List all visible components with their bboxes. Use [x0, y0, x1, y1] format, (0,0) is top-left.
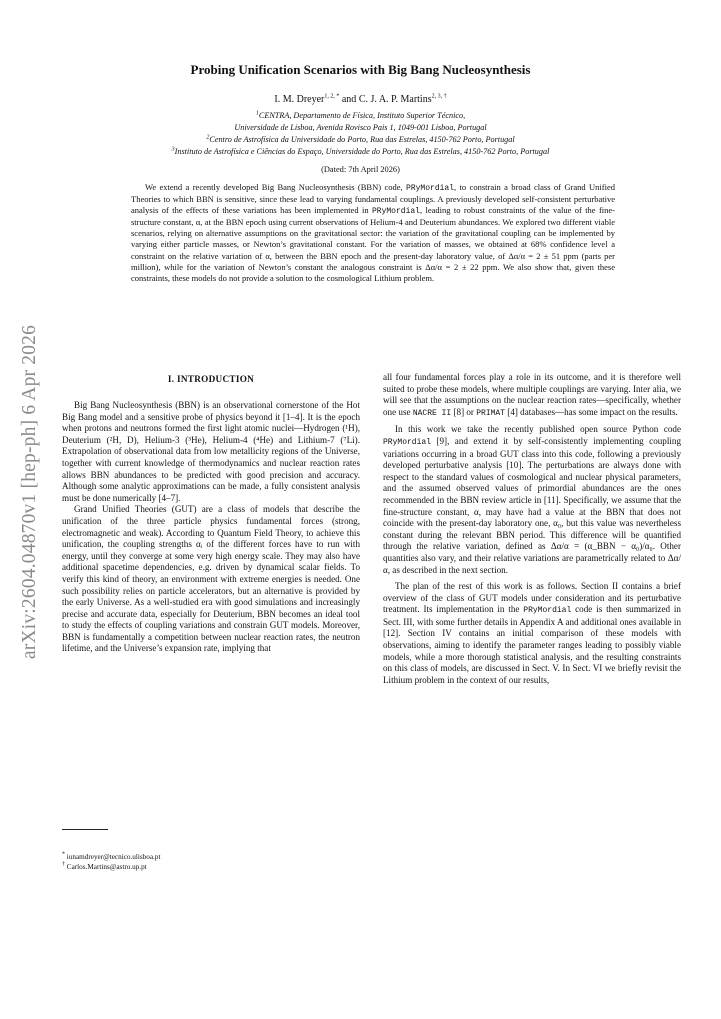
author-line: [0, 94, 721, 105]
code-nacre: NACRE II: [412, 408, 452, 418]
affiliation-3: $^3$Instituto de Astrofísica e Ciências do Espaço, Universidade do Porto, Rua das Estrelas, 4150-762 Porto, Portugal: [171, 146, 550, 156]
affiliation-2: $^2$Centro de Astrofísica da Universidade do Porto, Rua das Estrelas, 4150-762 Porto, Portugal: [206, 134, 515, 144]
paper-title: Probing Unification Scenarios with Big Bang Nucleosynthesis: [190, 62, 531, 77]
footnote-rule: [62, 829, 108, 830]
intro-paragraph-3: all four fundamental forces play a role in its outcome, and it is therefore well suited to probe these models, where multiple couplings are varying. Inter alia, we will see that the assumptions on the nuclear reaction rates—specifically, whether one use NACRE II [8] or PRIMAT [4] databases—has some impact on the results.: [383, 372, 681, 418]
email-link[interactable]: iunamdreyer@tecnico.ulisboa.pt: [66, 853, 161, 861]
author-1: I. M. Dreyer: [274, 94, 325, 105]
intro-paragraph-1: Big Bang Nucleosynthesis (BBN) is an observational cornerstone of the Hot Big Bang model and a sensitive probe of physics beyond it [1–4]. It is the epoch when protons and neutrons formed the first light atomic nuclei—Hydrogen (¹H), Deuterium (²H, D), Helium-3 (³He), Helium-4 (⁴He) and Lithium-7 (⁷Li). Extrapolation of observational data from low metallicity regions of the Universe, together with current knowledge of thermodynamics and nuclear reaction rates allows BBN abundances to be predicted with good precision and accuracy. Although some analytic approximations can be made, a fully consistent analysis must be done numerically [4–7].: [62, 400, 360, 503]
author-1-marks: 1, 2, *: [324, 93, 340, 100]
code-prymordial: PRyMordial: [406, 184, 455, 193]
author-conjunction: and: [341, 94, 357, 105]
date-line: (Dated: 7th April 2026): [321, 165, 400, 174]
footnote-1: * iunamdreyer@tecnico.ulisboa.pt: [62, 851, 161, 861]
author-2: C. J. A. P. Martins: [358, 94, 432, 105]
intro-paragraph-5: The plan of the rest of this work is as follows. Section II contains a brief overview of the class of GUT models under consideration and its perturbative treatment. Its implementation in the PRyMordial code is then summarized in Sect. III, with some further details in Appendix A and additional ones available in [12]. Section IV contains an initial comparison of these models with observations, aiming to identify the parameter ranges leading to possibly viable models, while a more thorough statistical analysis, and the resulting constraints on this class of models, are discussed in Sect. V. In Sect. VI we briefly revisit the Lithium problem in the context of our results,: [383, 581, 681, 685]
affiliation-1: $^1$CENTRA, Departamento de Física, Instituto Superior Técnico,: [255, 110, 466, 120]
code-prymordial: PRyMordial: [383, 437, 432, 447]
intro-paragraph-2: Grand Unified Theories (GUT) are a class of models that describe the unification of the three particle physics fundamental forces (strong, electromagnetic and weak). According to Quantum Field Theory, to achieve this unification, the coupling strengths αᵢ of the different forces have to run with energy, until they converge at some very high energy scale. They may also have additional spacetime dependencies, e.g. driven by dynamical scalar fields. To verify this kind of theory, an environment with extreme energies is needed. One such possibility relies on particle accelerators, but an alternative is provided by the early Universe. As a well-studied era with good simulations and increasingly precise and accurate data, especially for Deuterium, BBN becomes an ideal tool to study the effects of coupling variations and constrain GUT models. Moreover, BBN is fundamentally a competition between nuclear reaction rates, the neutron lifetime, and the Universe’s expansion rate, implying that: [62, 504, 360, 654]
arxiv-sidebar-stamp: arXiv:2604.04870v1 [hep-ph] 6 Apr 2026: [19, 324, 40, 660]
code-prymordial: PRyMordial: [523, 606, 572, 616]
abstract: We extend a recently developed Big Bang Nucleosynthesis (BBN) code, PRyMordial, to constrain a broad class of Grand Unified Theories to which BBN is sensitive, since these lead to varying fundamental couplings. A previously developed self-consistent perturbative analysis of the effects of these variations has been implemented in PRyMordial, leading to robust constraints of the value of the fine-structure constant, α, at the BBN epoch using current observations of Helium-4 and Deuterium abundances. We explored two different viable scenarios, relying on alternative assumptions on the gravitational sector: the variation of the gravitational coupling can be implemented by varying either particle masses, or Newton’s gravitational constant. For the variation of masses, we obtained at 68% confidence level a constraint on the relative variation of α, between the BBN epoch and the present-day laboratory value, of Δα/α = 2 ± 51 ppm (parts per million), while for the variation of Newton’s constant the analogous constraint is Δα/α = 2 ± 22 ppm. We also show that, given these constraints, these models do not provide a solution to the cosmological Lithium problem.: [131, 182, 616, 283]
code-primat: PRIMAT: [476, 408, 506, 418]
code-prymordial: PRyMordial: [371, 207, 420, 217]
left-column: [62, 400, 360, 655]
footnote-2: † Carlos.Martins@astro.up.pt: [62, 861, 147, 871]
intro-paragraph-4: In this work we take the recently published open source Python code PRyMordial [9], and extend it by self-consistently implementing coupling variations occurring in a broad GUT class into this code, following a previously developed perturbative analysis [10]. The perturbations are always done with respect to the standard values of cosmological and nuclear physical parameters, and the assumed observed values of primordial abundances are the ones recommended in the BBN review article in [11]. Specifically, we assume that the fine-structure constant, α, may have had a value at the BBN that does not coincide with the present-day laboratory one, α₀, but this value was nevertheless constant during the relevant BBN period. This difference will be quantified through the relative variation, defined as Δα/α = (α_BBN − α₀)/α₀. Other quantities also vary, and their relative variations are parametrically related to Δα/α, as described in the next section.: [383, 424, 681, 575]
email-link[interactable]: Carlos.Martins@astro.up.pt: [66, 863, 147, 871]
section-heading-introduction: I. INTRODUCTION: [167, 374, 255, 384]
footnotes: [62, 852, 160, 872]
affiliation-1-cont: Universidade de Lisboa, Avenida Rovisco Pais 1, 1049-001 Lisboa, Portugal: [234, 123, 487, 132]
right-column: [383, 372, 681, 686]
author-2-marks: 2, 3, †: [431, 93, 447, 100]
